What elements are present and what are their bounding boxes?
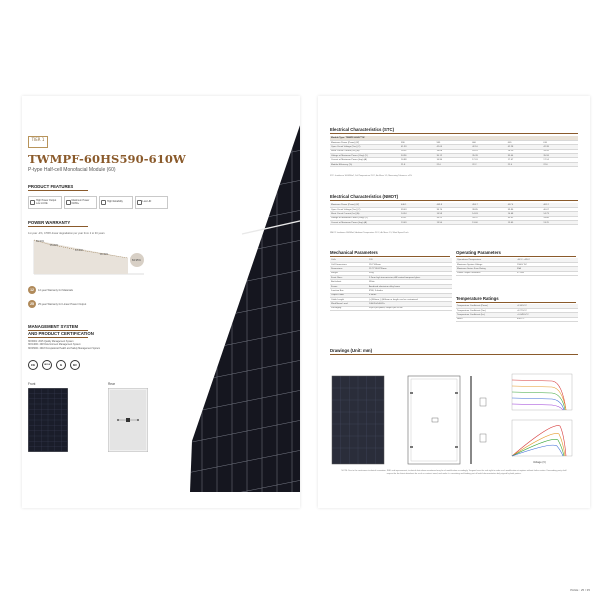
warranty-final-label: 84.95% [132, 259, 141, 262]
table-cell: 2172*1303*35mm [368, 267, 452, 271]
tier1-badge: TIER 1 [28, 136, 48, 148]
mgmt-heading-2: AND PRODUCT CERTIFICATION [28, 331, 94, 336]
table-cell: -40°C~+85°C [516, 258, 578, 262]
table-cell: 4.0mm² [368, 293, 452, 297]
table-cell: +0.045%/°C [516, 313, 578, 317]
table-cell: Power Output Tolerance [456, 271, 516, 275]
table-cell: Cable Length [330, 298, 368, 302]
table-cell: 33.66 [542, 216, 578, 220]
table-cell: 22.4 [507, 162, 543, 166]
table-cell: 42.05 [436, 145, 472, 149]
table-cell: 42.28 [507, 145, 543, 149]
table-row [456, 317, 578, 321]
table-cell: Maximum Series Fuse Rating [456, 267, 516, 271]
warranty-note: 1st year -2%, 0.55% linear degradation per year from 2 to 30 years [28, 232, 105, 235]
feature-low-lcoe: High Power Output Low LCOE [28, 196, 62, 209]
table-cell: Voltage at Maximum Power (Vmp) (V) [330, 154, 400, 158]
table-cell: Wind/Snow Load [330, 302, 368, 306]
table-cell: 595 [436, 140, 472, 144]
footer-note: NOTE: Due to the continuous technical innovation, R&D and improvement, technical data above mentioned may be of modification accordingly. Tongwei have the sole right to make such modification at anytime without further notice. Demanding party shall request for the latest datasheet for such as contract need, and make it a consisting and binding part of lawful documentation duly signed by both parties. [341, 470, 567, 475]
table-cell: 18.08 [436, 149, 472, 153]
table-cell: IP68, 3 diodes [368, 289, 452, 293]
table-cell: Packaging [330, 306, 368, 310]
table-cell: 33.07 [400, 216, 436, 220]
table-cell: 31pcs per pallet, 558pcs per 40'HC [368, 306, 452, 310]
table-cell: 39.96 [507, 207, 543, 211]
table-cell: 22.6 [542, 162, 578, 166]
table-cell: Short Circuit Current (Isc) (A) [330, 149, 400, 153]
table-cell: Backsheet [330, 280, 368, 284]
table-cell: 453.7 [471, 203, 507, 207]
left-page [22, 96, 300, 508]
table-cell: 39.85 [471, 207, 507, 211]
table-cell: 457.4 [507, 203, 543, 207]
table-cell: -0.34%/°C [516, 304, 578, 308]
table-cell: 35.59 [542, 154, 578, 158]
right-page [318, 96, 590, 508]
warranty-materials: 12 12-year Warranty for Materials [28, 286, 73, 294]
ce-icon: CE [28, 360, 38, 370]
table-cell: 590 [400, 140, 436, 144]
product-features-heading: PRODUCT FEATURES [28, 184, 88, 191]
front-panel-image [28, 388, 68, 452]
table-cell: 14.54 [400, 212, 436, 216]
table-cell: Maximum Power (Pmax) (W) [330, 140, 400, 144]
table-cell: 40.07 [542, 207, 578, 211]
table-cell: 2400Pa/5400Pa [368, 302, 452, 306]
warranty-pt-4: 90.30% [100, 253, 109, 256]
table-cell: Cells [330, 258, 368, 262]
table-cell: 31kg [368, 271, 452, 275]
table-cell: (+)300mm, (-)300mm or length can be customized [368, 298, 452, 302]
table-cell: 33.22 [436, 216, 472, 220]
table-cell: Operational Temperature [456, 258, 516, 262]
rear-label: Rear [108, 382, 115, 386]
table-cell: 14.73 [542, 212, 578, 216]
feature-max-power: Maximum Power 610W+ [64, 196, 98, 209]
table-row [330, 306, 452, 310]
table-cell: 600 [471, 140, 507, 144]
table-cell: -0.27%/°C [516, 308, 578, 312]
page-number: PAGE : 25 / 35 [570, 588, 590, 592]
table-cell: 605 [507, 140, 543, 144]
table-cell: 18.14 [471, 149, 507, 153]
table-cell: 14.68 [507, 212, 543, 216]
table-cell: 22.2 [471, 162, 507, 166]
table-cell: 35.44 [507, 154, 543, 158]
stc-note: STC: Irradiance 1000W/m², Cell Temperature 25°C, Air Mass 1.5, Measuring Tolerance: ±3% [330, 175, 412, 177]
table-cell: Junction Box [330, 289, 368, 293]
table-cell: 41.93 [400, 145, 436, 149]
badge-12: 12 [28, 286, 36, 294]
table-cell: Cell Dimensions [330, 262, 368, 266]
nmot-heading: Electrical Characteristics (NMOT) [330, 194, 578, 201]
table-row [330, 162, 578, 166]
max-power-icon [66, 200, 71, 205]
table-cell: Temperature Coefficient (Isc) [456, 313, 516, 317]
table-cell: 34.96 [400, 154, 436, 158]
table-cell: Current at Maximum Power (Imp) (A) [330, 158, 400, 162]
table-row [456, 271, 578, 275]
table-cell: 16.88 [400, 158, 436, 162]
stc-table [330, 136, 578, 167]
table-cell: 14.63 [471, 212, 507, 216]
table-cell: 13.54 [436, 221, 472, 225]
table-cell: Anodized aluminium alloy frame [368, 284, 452, 288]
table-cell: 39.63 [400, 207, 436, 211]
table-cell: 17.07 [507, 158, 543, 162]
table-cell: Open Circuit Voltage (Voc) (V) [330, 145, 400, 149]
table-cell: 3.2mm high transmission, AR coated tempered glass [368, 276, 452, 280]
warranty-power: 25 25-year Warranty for Linear Power Output [28, 300, 86, 308]
table-cell: 33.37 [471, 216, 507, 220]
warranty-pt-2: 95.80% [50, 244, 59, 247]
nmot-note: NMOT: Irradiance 800W/m², Ambient Temperature 20°C, Air Mass 1.5, Wind Speed 1m/s [330, 232, 409, 234]
badge-25: 25 [28, 300, 36, 308]
model-title: TWMPF-60HS590-610W [28, 152, 186, 166]
temp-heading: Temperature Ratings [456, 296, 576, 303]
temp-table [456, 304, 578, 322]
low-lcoe-icon [30, 200, 35, 205]
table-cell: 13.49 [400, 221, 436, 225]
table-cell: 461.2 [542, 203, 578, 207]
table-cell: 42.39 [542, 145, 578, 149]
warranty-pt-3: 93.05% [75, 249, 84, 252]
table-cell: Short Circuit Current (Isc) (A) [330, 212, 400, 216]
table-cell: Maximum System Voltage [456, 262, 516, 266]
op-heading: Operating Parameters [456, 250, 576, 257]
table-cell: Output Cable [330, 293, 368, 297]
table-cell: Current at Maximum Power (Imp) (A) [330, 221, 400, 225]
table-cell: NMOT [456, 317, 516, 321]
warranty-pt-1: 98.00% [36, 240, 45, 243]
table-cell: 610 [542, 140, 578, 144]
table-cell: 35A [516, 267, 578, 271]
module-drawings [330, 364, 580, 470]
table-cell: Open Circuit Voltage (Voc) (V) [330, 207, 400, 211]
features-row [28, 196, 168, 209]
iv-xlabel: Voltage (V) [533, 461, 546, 464]
mgmt-heading-1: MANAGEMENT SYSTEM [28, 324, 88, 331]
table-cell: 14.59 [436, 212, 472, 216]
table-row [330, 221, 578, 225]
table-cell: 210*105mm [368, 262, 452, 266]
table-cell: 17.14 [542, 158, 578, 162]
iec-icon: IEC [70, 360, 80, 370]
model-subtitle: P-type Half-cell Monofacial Module (60) [28, 167, 116, 173]
reliability-icon [101, 200, 106, 205]
table-cell: 22.0 [436, 162, 472, 166]
table-cell: 18.26 [542, 149, 578, 153]
g-mark-icon: G [56, 360, 66, 370]
feature-reliability: High Reliability [99, 196, 133, 209]
table-cell: 16.94 [436, 158, 472, 162]
table-cell: 13.65 [507, 221, 543, 225]
table-cell: 446.1 [400, 203, 436, 207]
table-cell: White [368, 280, 452, 284]
table-cell: Maximum Power (Pmax) (W) [330, 203, 400, 207]
table-cell: Module Efficiency (%) [330, 162, 400, 166]
table-cell: 13.70 [542, 221, 578, 225]
table-cell: 18.02 [400, 149, 436, 153]
ukca-icon: UKCA [42, 360, 52, 370]
table-cell: 13.60 [471, 221, 507, 225]
table-cell: 449.9 [436, 203, 472, 207]
front-label: Front [28, 382, 36, 386]
rear-panel-image [108, 388, 148, 452]
drawings-heading: Drawings (Unit: mm) [330, 348, 578, 355]
solar-panel-image [172, 96, 300, 508]
table-cell: 18.20 [507, 149, 543, 153]
table-cell: 21.8 [400, 162, 436, 166]
power-warranty-heading: POWER WARRANTY [28, 220, 88, 227]
table-cell: 0~+5W [516, 271, 578, 275]
table-cell: 17.01 [471, 158, 507, 162]
table-cell: Dimensions [330, 267, 368, 271]
table-cell: Temperature Coefficient (Voc) [456, 308, 516, 312]
table-cell: Front Glass [330, 276, 368, 280]
table-cell: 33.52 [507, 216, 543, 220]
table-cell: 42.16 [471, 145, 507, 149]
warranty-chart [28, 236, 148, 278]
table-cell: 39.74 [436, 207, 472, 211]
feature-low-lid: Low LID [135, 196, 169, 209]
op-table [456, 258, 578, 276]
mech-table [330, 258, 452, 311]
table-cell: Voltage at Maximum Power (Vmp) (V) [330, 216, 400, 220]
mech-heading: Mechanical Parameters [330, 250, 450, 257]
table-cell: 35.12 [436, 154, 472, 158]
stc-heading: Electrical Characteristics (STC) [330, 127, 578, 134]
nmot-table [330, 203, 578, 225]
table-cell: 120 [368, 258, 452, 262]
table-cell: Frame [330, 284, 368, 288]
cert-list: ISO9001: 2015 Quality Management System ISO14001: 2015 Environment Management System ISO45001: 2018 Occupational Health and Safety Management System [28, 341, 101, 350]
lid-icon [137, 200, 142, 205]
table-cell: 45±2°C [516, 317, 578, 321]
table-cell: 35.28 [471, 154, 507, 158]
table-cell: 1500V DC [516, 262, 578, 266]
table-cell: Weight [330, 271, 368, 275]
table-cell: Temperature Coefficient (Pmax) [456, 304, 516, 308]
table-cell: Module Type: TWMPF-60HS***W [330, 136, 400, 140]
cert-icons [28, 360, 80, 370]
